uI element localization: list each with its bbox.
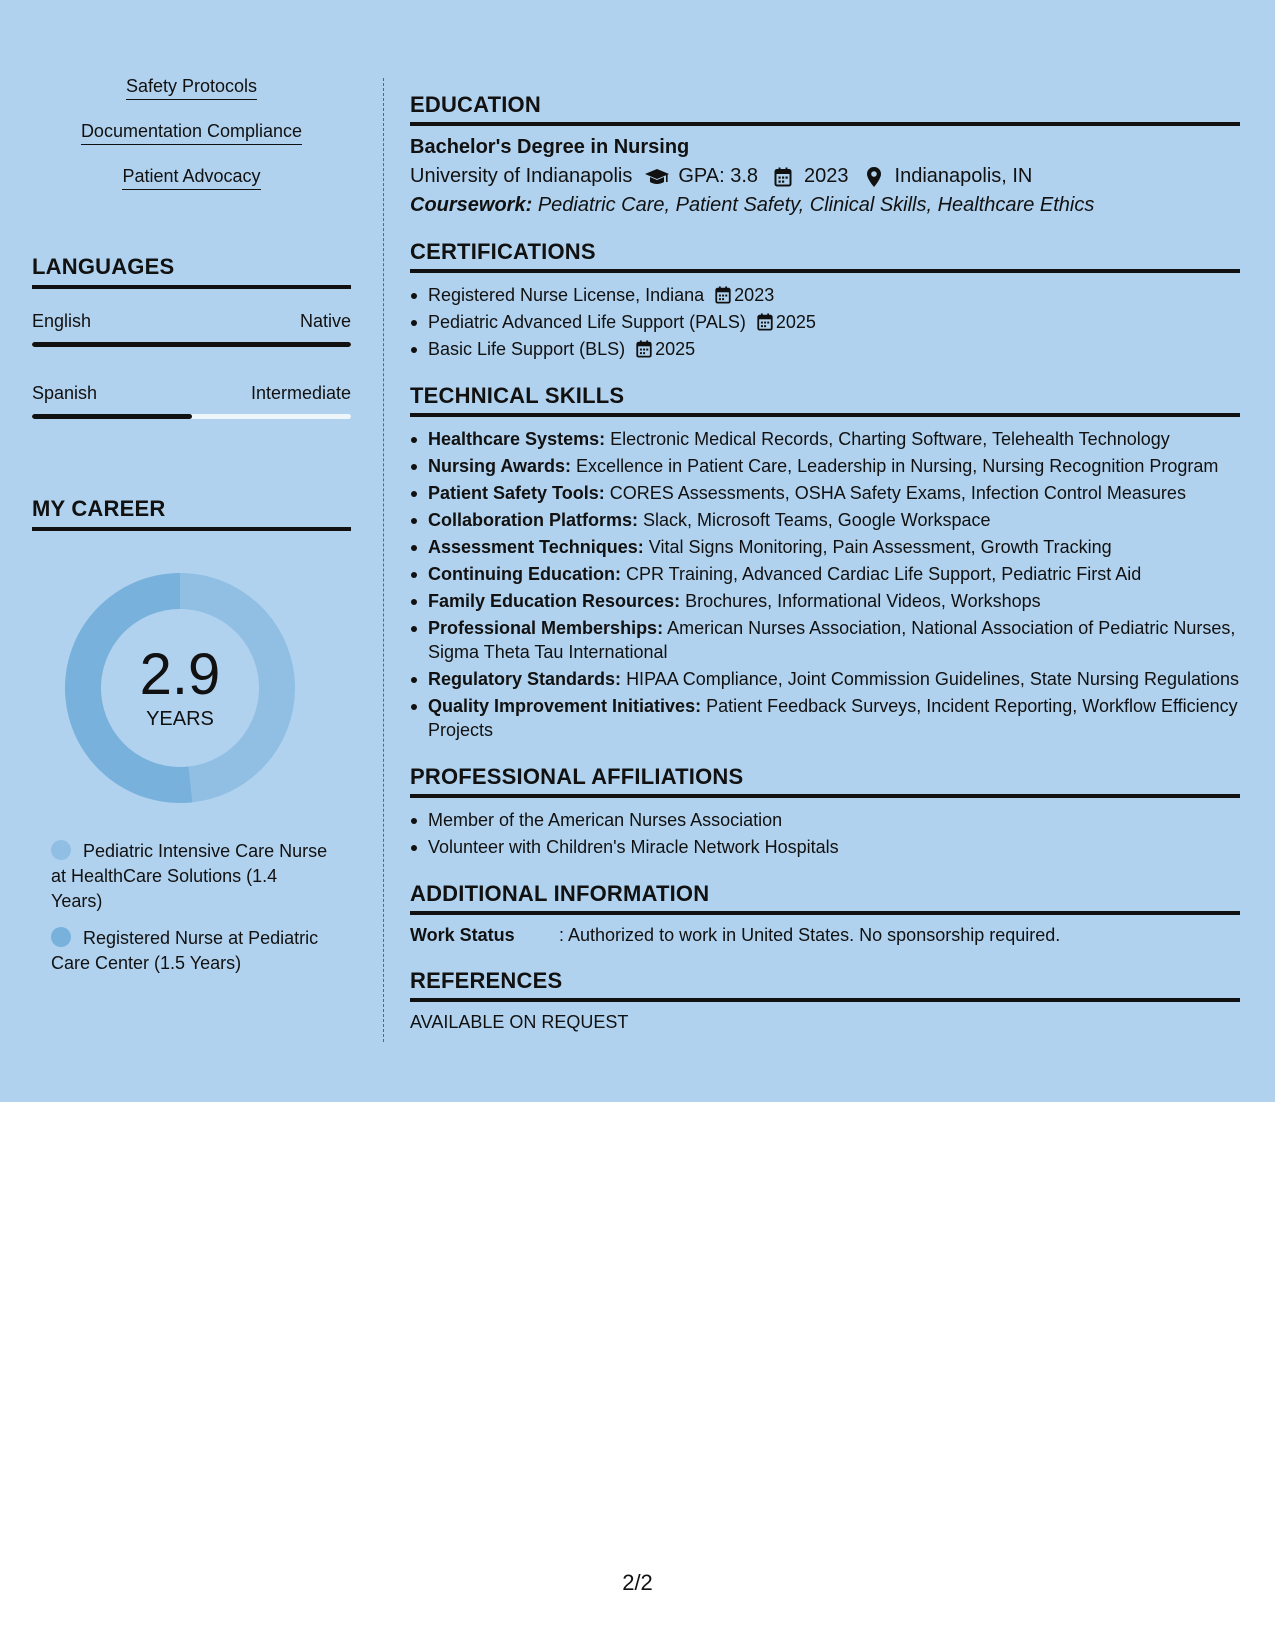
technical-skill-item: Assessment Techniques: Vital Signs Monitoring, Pain Assessment, Growth Tracking <box>410 535 1240 559</box>
certification-item: Basic Life Support (BLS) 2025 <box>410 337 1240 361</box>
work-status-value: : Authorized to work in United States. No sponsorship required. <box>559 925 1061 945</box>
coursework <box>410 194 1240 217</box>
education-section <box>410 92 1240 217</box>
technical-skill-item: Family Education Resources: Brochures, Informational Videos, Workshops <box>410 589 1240 613</box>
work-status-label: Work Status <box>410 925 515 945</box>
language-level: Intermediate <box>250 383 351 403</box>
education-details <box>410 165 1240 188</box>
affiliation-item: Member of the American Nurses Association <box>410 808 1240 832</box>
coursework-label: Coursework: <box>410 194 533 216</box>
sidebar <box>32 76 351 973</box>
language-bar <box>32 414 351 419</box>
technical-skills-list <box>410 427 1240 742</box>
skill-item: Patient Advocacy <box>32 166 351 192</box>
references-text: AVAILABLE ON REQUEST <box>410 1012 629 1032</box>
coursework-list: Pediatric Care, Patient Safety, Clinical Skills, Healthcare Ethics <box>537 194 1095 216</box>
school-name: University of Indianapolis <box>410 165 633 187</box>
languages-heading: LANGUAGES <box>32 254 351 289</box>
technical-skill-item: Professional Memberships: American Nurses Association, National Association of Pediatric Nurses, Sigma Theta Tau International <box>410 616 1240 664</box>
language-bar-fill <box>32 342 351 347</box>
references-heading: REFERENCES <box>410 968 1240 1002</box>
language-name: English <box>32 311 92 331</box>
column-divider <box>383 78 384 1042</box>
affiliations-section <box>410 764 1240 859</box>
technical-skills-section <box>410 383 1240 742</box>
donut-center <box>65 573 295 803</box>
language-name: Spanish <box>32 383 98 403</box>
certifications-section <box>410 239 1240 361</box>
technical-skill-item: Healthcare Systems: Electronic Medical Records, Charting Software, Telehealth Technology <box>410 427 1240 451</box>
graduation-cap-icon <box>644 166 670 188</box>
career-section <box>32 496 351 988</box>
certification-list <box>410 283 1240 361</box>
graduation-year: 2023 <box>804 165 849 187</box>
certification-item: Registered Nurse License, Indiana 2023 <box>410 283 1240 307</box>
technical-skill-item: Collaboration Platforms: Slack, Microsoft Teams, Google Workspace <box>410 508 1240 532</box>
technical-skills-heading: TECHNICAL SKILLS <box>410 383 1240 417</box>
technical-skill-item: Regulatory Standards: HIPAA Compliance, Joint Commission Guidelines, State Nursing Regulations <box>410 667 1240 691</box>
career-donut <box>65 573 295 803</box>
gpa: GPA: 3.8 <box>678 165 759 187</box>
main-content <box>410 92 1240 1055</box>
technical-skill-item: Quality Improvement Initiatives: Patient Feedback Surveys, Incident Reporting, Workflow Efficiency Projects <box>410 694 1240 742</box>
career-legend <box>51 839 331 976</box>
school-location: Indianapolis, IN <box>894 165 1033 187</box>
certifications-heading: CERTIFICATIONS <box>410 239 1240 273</box>
page-number: 2/2 <box>622 1570 653 1595</box>
map-pin-icon <box>861 166 887 188</box>
calendar-icon <box>635 340 653 358</box>
certification-item: Pediatric Advanced Life Support (PALS) 2025 <box>410 310 1240 334</box>
additional-info-heading: ADDITIONAL INFORMATION <box>410 881 1240 915</box>
additional-info-section <box>410 881 1240 946</box>
skill-item: Safety Protocols <box>32 76 351 102</box>
skill-item: Documentation Compliance <box>32 121 351 147</box>
affiliation-list <box>410 808 1240 859</box>
languages-section <box>32 254 351 419</box>
career-total-unit: YEARS <box>146 707 214 730</box>
work-status-row <box>410 925 1240 946</box>
technical-skill-item: Nursing Awards: Excellence in Patient Care, Leadership in Nursing, Nursing Recognition Program <box>410 454 1240 478</box>
career-legend-item: Pediatric Intensive Care Nurse at HealthCare Solutions (1.4 Years) <box>51 841 328 911</box>
career-heading: MY CAREER <box>32 496 351 531</box>
education-heading: EDUCATION <box>410 92 1240 126</box>
legend-dot <box>51 927 71 947</box>
references-section <box>410 968 1240 1033</box>
technical-skill-item: Continuing Education: CPR Training, Advanced Cardiac Life Support, Pediatric First Aid <box>410 562 1240 586</box>
career-legend-item: Registered Nurse at Pediatric Care Center (1.5 Years) <box>51 928 319 973</box>
language-row <box>32 311 351 332</box>
calendar-icon <box>714 286 732 304</box>
language-bar <box>32 342 351 347</box>
language-row <box>32 383 351 404</box>
language-bar-fill <box>32 414 192 419</box>
affiliation-item: Volunteer with Children's Miracle Network Hospitals <box>410 835 1240 859</box>
technical-skill-item: Patient Safety Tools: CORES Assessments, OSHA Safety Exams, Infection Control Measures <box>410 481 1240 505</box>
calendar-icon <box>756 313 774 331</box>
career-total-years: 2.9 <box>139 641 221 707</box>
language-level: Native <box>299 311 351 331</box>
calendar-icon <box>770 166 796 188</box>
skill-list <box>32 76 351 192</box>
legend-dot <box>51 840 71 860</box>
degree-title: Bachelor's Degree in Nursing <box>410 136 690 158</box>
affiliations-heading: PROFESSIONAL AFFILIATIONS <box>410 764 1240 798</box>
